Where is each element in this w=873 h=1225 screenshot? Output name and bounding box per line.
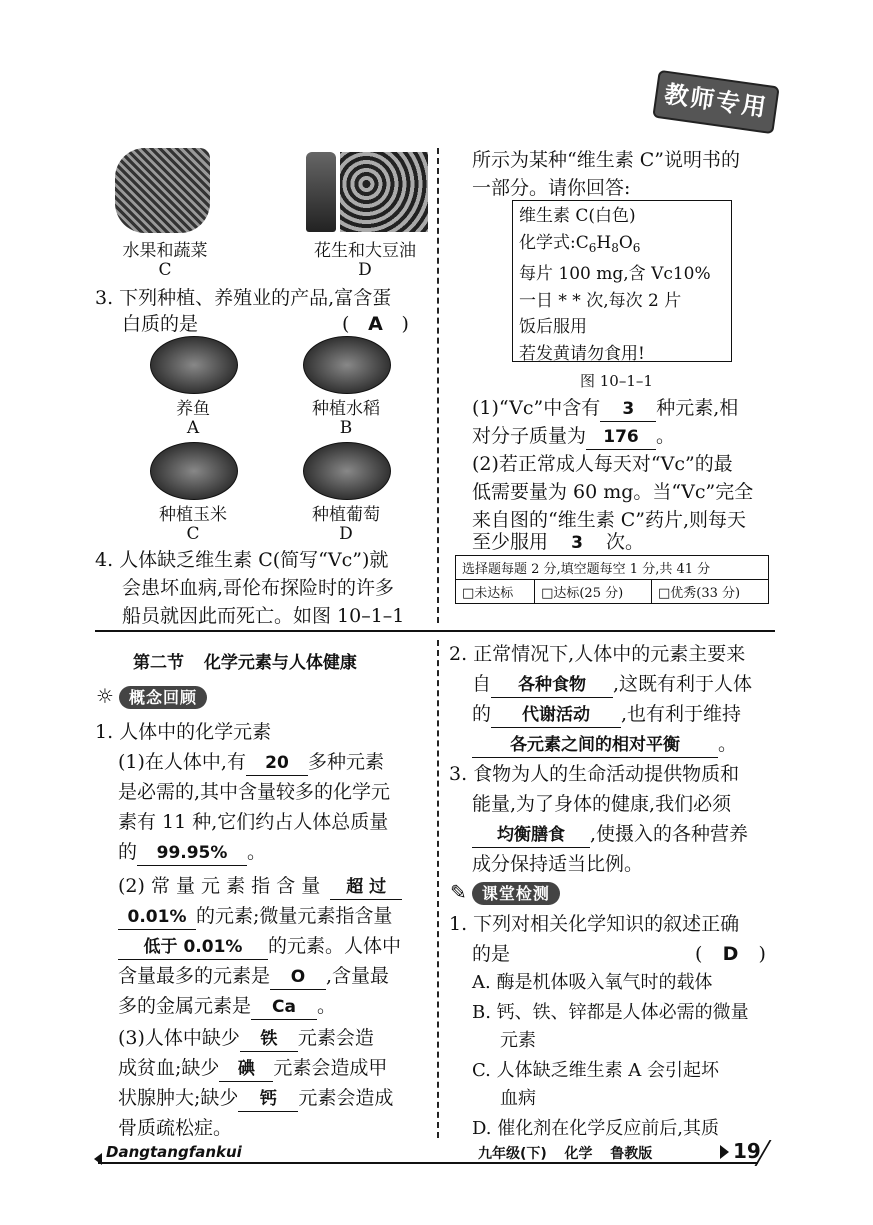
- q3-line2: 白质的是: [122, 313, 199, 335]
- rt-p2-line1: (2)若正常成人每天对“Vc”的最: [472, 453, 733, 475]
- s2-line1: (2) 常 量 元 素 指 含 量 超 过: [118, 872, 402, 901]
- rt-p2-line2: 低需要量为 60 mg。当“Vc”完全: [472, 481, 754, 503]
- s1-line3: 素有 11 种,它们约占人体总质量: [118, 811, 389, 833]
- corn-planting-image: [150, 442, 238, 500]
- peanut-image: [340, 152, 428, 232]
- figure-caption: 图 10–1–1: [580, 372, 653, 390]
- option-b-line1: B. 钙、铁、锌都是人体必需的微量: [472, 1002, 749, 1023]
- footer-rule: [98, 1162, 758, 1164]
- rb-q2-line4: 各元素之间的相对平衡 。: [472, 730, 737, 759]
- q4-line1: 4. 人体缺乏维生素 C(简写“Vc”)就: [95, 549, 389, 571]
- s3-line3: 状腺肿大;缺少 钙 元素会造成: [118, 1084, 393, 1113]
- image-d-letter: D: [358, 260, 372, 280]
- q4-line3: 船员就因此而死亡。如图 10–1–1: [122, 605, 405, 627]
- s3-line4: 骨质疏松症。: [118, 1117, 233, 1139]
- option-a: A. 酶是机体吸入氧气时的载体: [472, 972, 713, 993]
- answer-metabolism: 代谢活动: [491, 703, 621, 728]
- rb-q3-line4: 成分保持适当比例。: [472, 853, 644, 875]
- s2-line5: 多的金属元素是 Ca 。: [118, 992, 336, 1021]
- rt-line2: 一部分。请你回答:: [472, 177, 631, 199]
- rb-q3-line1: 3. 食物为人的生命活动提供物质和: [449, 763, 740, 785]
- fish-farming-image: [150, 336, 238, 394]
- fruit-veg-image: [115, 148, 210, 233]
- option-c-letter: C: [186, 524, 200, 544]
- rb-k1-answer-bracket: ( D ): [695, 940, 766, 969]
- rt-line1: 所示为某种“维生素 C”说明书的: [472, 149, 741, 171]
- page-arrow-icon: [720, 1145, 729, 1159]
- score-excellent[interactable]: □优秀(33 分): [652, 580, 769, 604]
- k1-answer: D: [722, 943, 739, 965]
- footer-grade: 九年级(下): [478, 1146, 547, 1162]
- image-d-caption: 花生和大豆油: [314, 241, 416, 261]
- q3-answer-bracket: ( A ): [342, 310, 409, 339]
- answer-thyroid-element: 碘: [219, 1057, 273, 1082]
- answer-osteoporosis-element: 钙: [238, 1087, 298, 1112]
- rt-p2-line4: 至少服用 3 次。: [472, 528, 644, 557]
- answer-micro-threshold: 低于 0.01%: [118, 935, 268, 960]
- page-number: 19: [733, 1139, 761, 1163]
- option-b-caption: 种植水稻: [312, 399, 380, 419]
- class-test-heading: [450, 880, 560, 904]
- answer-molecular-mass: 176: [586, 425, 656, 450]
- answer-macro-threshold-a: 超 过: [330, 875, 402, 900]
- s2-line3: 低于 0.01% 的元素。人体中: [118, 932, 401, 961]
- option-a-letter: A: [186, 418, 200, 438]
- rb-k1-line1: 1. 下列对相关化学知识的叙述正确: [449, 913, 740, 935]
- option-c-line2: 血病: [500, 1088, 536, 1109]
- s1-line1: (1)在人体中,有 20 多种元素: [118, 748, 384, 777]
- s2-line2: 0.01% 的元素;微量元素指含量: [118, 902, 392, 931]
- option-c-caption: 种植玉米: [159, 505, 227, 525]
- pencil-icon: ✎: [450, 880, 467, 904]
- footer-info: [478, 1143, 652, 1163]
- option-a-caption: 养鱼: [176, 399, 210, 419]
- answer-anemia-element: 铁: [240, 1027, 298, 1052]
- rt-p2-line3: 来自图的“维生素 C”药片,则每天: [472, 509, 747, 531]
- score-table: [455, 555, 769, 604]
- rb-q3-line2: 能量,为了身体的健康,我们必须: [472, 793, 732, 815]
- score-met[interactable]: □达标(25 分): [535, 580, 652, 604]
- footer-edition: 鲁教版: [610, 1146, 653, 1162]
- answer-relative-balance: 各元素之间的相对平衡: [472, 733, 718, 758]
- answer-daily-tablets: 3: [548, 531, 606, 556]
- column-divider-top: [437, 148, 439, 623]
- answer-balanced-diet: 均衡膳食: [472, 823, 590, 848]
- oil-bottle-image: [306, 152, 336, 232]
- rb-k1-line2: 的是: [472, 943, 511, 965]
- option-d: D. 催化剂在化学反应前后,其质: [472, 1118, 719, 1139]
- label-line-1: 维生素 C(白色): [519, 206, 636, 226]
- score-not-met[interactable]: □未达标: [456, 580, 535, 604]
- stamp-text: 教师专用: [662, 79, 770, 123]
- q3-line1: 3. 下列种植、养殖业的产品,富含蛋: [95, 287, 392, 309]
- answer-most-element: O: [270, 965, 326, 990]
- section-title: 第二节 化学元素与人体健康: [133, 653, 357, 673]
- rice-planting-image: [303, 336, 391, 394]
- rb-q3-line3: 均衡膳食 ,使摄入的各种营养: [472, 820, 748, 849]
- s3-line1: (3)人体中缺少 铁 元素会造: [118, 1024, 374, 1053]
- label-line-3: 每片 100 mg,含 Vc10%: [519, 264, 711, 284]
- s1-line2: 是必需的,其中含量较多的化学元: [118, 781, 391, 803]
- answer-essential-count: 20: [246, 751, 308, 776]
- concept-review-badge: 概念回顾: [119, 686, 207, 709]
- label-line-4: 一日 * * 次,每次 2 片: [519, 290, 682, 311]
- score-rules: 选择题每题 2 分,填空题每空 1 分,共 41 分: [456, 556, 769, 580]
- label-line-6: 若发黄请勿食用!: [519, 343, 645, 364]
- rb-q2-line3: 的 代谢活动 ,也有利于维持: [472, 700, 741, 729]
- rt-p1-line1: (1)“Vc”中含有 3 种元素,相: [472, 394, 738, 423]
- sun-icon: ☼: [96, 684, 114, 708]
- rt-p1-line2: 对分子质量为 176 。: [472, 422, 675, 451]
- image-c-letter: C: [158, 260, 172, 280]
- class-test-badge: 课堂检测: [472, 882, 560, 905]
- answer-macro-threshold-b: 0.01%: [118, 905, 196, 930]
- s-q1-title: 1. 人体中的化学元素: [95, 721, 272, 743]
- footer-arrow-left: [94, 1153, 102, 1165]
- option-b-line2: 元素: [500, 1030, 536, 1051]
- concept-review-heading: [96, 684, 207, 708]
- footer-brand: Dangtangfankui: [106, 1143, 242, 1161]
- footer-subject: 化学: [564, 1146, 593, 1162]
- option-d-letter: D: [339, 524, 353, 544]
- answer-element-source: 各种食物: [491, 673, 613, 698]
- column-divider-bottom: [437, 640, 439, 1138]
- q4-line2: 会患坏血病,哥伦布探险时的许多: [122, 577, 395, 599]
- image-c-caption: 水果和蔬菜: [122, 241, 208, 261]
- option-d-caption: 种植葡萄: [312, 505, 380, 525]
- answer-mass-percent: 99.95%: [137, 841, 247, 866]
- option-c-line1: C. 人体缺乏维生素 A 会引起坏: [472, 1060, 720, 1081]
- option-b-letter: B: [339, 418, 353, 438]
- answer-most-metal: Ca: [251, 995, 317, 1020]
- q3-answer: A: [368, 313, 383, 335]
- s2-line4: 含量最多的元素是 O ,含量最: [118, 962, 389, 991]
- vitamin-label-box: [512, 200, 732, 362]
- rb-q2-line2: 自 各种食物 ,这既有利于人体: [472, 670, 752, 699]
- grape-planting-image: [303, 442, 391, 500]
- teacher-stamp: [652, 70, 779, 135]
- label-line-5: 饭后服用: [519, 317, 587, 337]
- label-formula: 化学式$:C_6H_8O_6$: [519, 232, 641, 255]
- s3-line2: 成贫血;缺少 碘 元素会造成甲: [118, 1054, 387, 1083]
- rb-q2-line1: 2. 正常情况下,人体中的元素主要来: [449, 643, 746, 665]
- answer-element-count: 3: [600, 397, 656, 422]
- s1-line4: 的 99.95% 。: [118, 838, 266, 867]
